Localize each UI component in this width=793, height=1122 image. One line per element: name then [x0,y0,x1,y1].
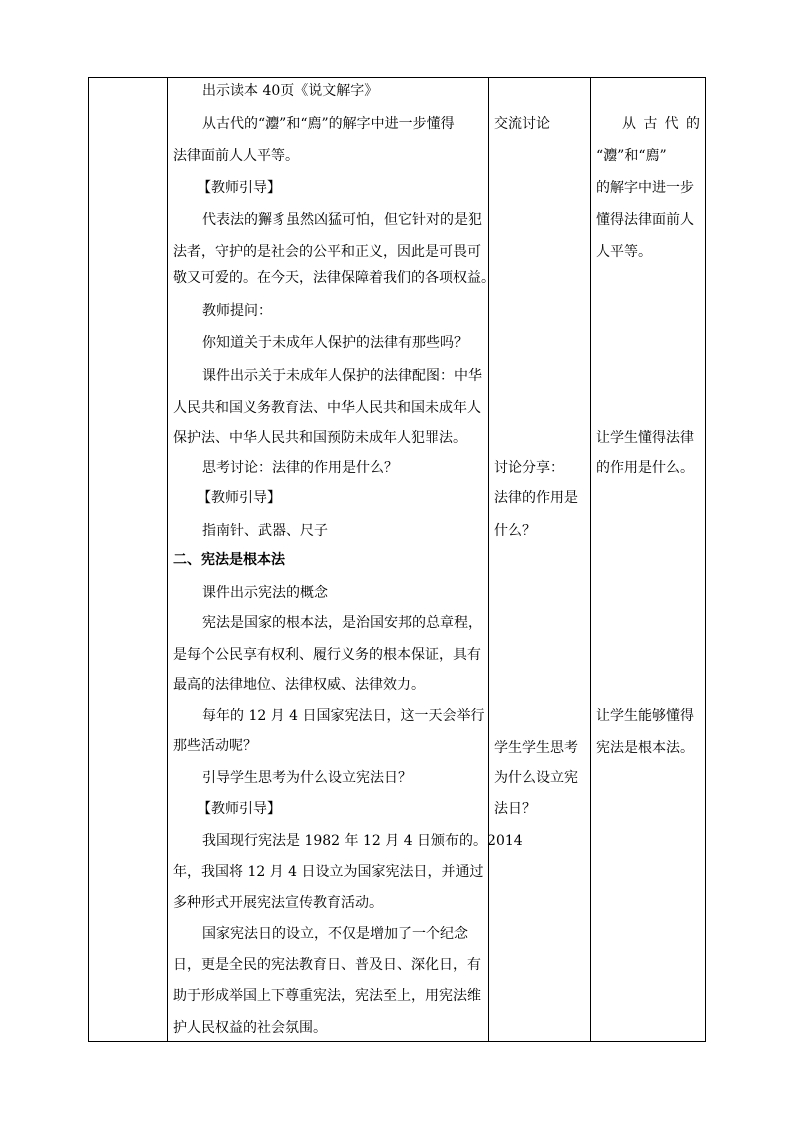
content-line: 课件出示关于未成年人保护的法律配图：中华 [202,368,482,384]
content-line: 【教师引导】 [197,490,281,506]
content-line: 从古代的“灋”和“廌”的解字中进一步懂得 [202,116,455,132]
activity-line: 交流讨论 [494,116,550,132]
content-line: 法律面前人人平等。 [173,148,299,164]
content-line: 我国现行宪法是 1982 年 12 月 4 日颁布的。2014 [202,833,523,849]
content-line: 指南针、武器、尺子 [202,523,328,539]
intent-line: 让学生能够懂得 [596,708,694,724]
content-line: 敬又可爱的。在今天，法律保障着我们的各项权益。 [173,270,495,286]
content-line: 日，更是全民的宪法教育日、普及日、深化日，有 [173,957,481,973]
content-line: 人民共和国义务教育法、中华人民共和国未成年人 [173,400,481,416]
content-line: 年，我国将 12 月 4 日设立为国家宪法日，并通过 [173,864,484,880]
intent-line: 从 古 代 的 [622,116,700,132]
content-line: 国家宪法日的设立，不仅是增加了一个纪念 [202,926,468,942]
content-line: 那些活动呢？ [173,738,257,754]
content-line: 保护法、中华人民共和国预防未成年人犯罪法。 [173,430,467,446]
content-line: 课件出示宪法的概念 [202,585,328,601]
activity-line: 什么？ [494,523,536,539]
intent-line: 懂得法律面前人 [596,212,694,228]
intent-line: “灋”和“廌” [596,148,667,164]
content-line: 最高的法律地位、法律权威、法律效力。 [173,677,425,693]
activity-line: 学生学生思考 [494,740,578,756]
content-line: 法者，守护的是社会的公平和正义，因此是可畏可 [173,244,481,260]
content-line: 代表法的獬豸虽然凶猛可怕，但它针对的是犯 [202,212,482,228]
section-heading: 二、宪法是根本法 [173,552,285,568]
lesson-table [88,77,706,1042]
content-line: 宪法是国家的根本法，是治国安邦的总章程， [202,615,482,631]
activity-line: 讨论分享： [494,460,564,476]
column-divider [167,78,168,1041]
activity-line: 为什么设立宪 [494,770,578,786]
content-line: 思考讨论：法律的作用是什么？ [202,460,398,476]
content-line: 是每个公民享有权利、履行义务的根本保证，具有 [173,647,481,663]
content-line: 助于形成举国上下尊重宪法，宪法至上，用宪法维 [173,988,481,1004]
column-divider [488,78,489,1041]
content-line: 每年的 12 月 4 日国家宪法日，这一天会举行 [202,708,485,724]
content-line: 多种形式开展宪法宣传教育活动。 [173,895,383,911]
intent-line: 的解字中进一步 [596,180,694,196]
intent-line: 让学生懂得法律 [596,430,694,446]
content-line: 引导学生思考为什么设立宪法日？ [202,770,412,786]
activity-line: 法日？ [494,801,536,817]
content-line: 教师提问： [202,303,272,319]
content-line: 你知道关于未成年人保护的法律有那些吗？ [202,335,468,351]
intent-line: 人平等。 [596,244,652,260]
content-line: 出示读本 40页《说文解字》 [202,83,379,99]
intent-line: 宪法是根本法。 [596,740,694,756]
intent-line: 的作用是什么。 [596,460,694,476]
column-divider [590,78,591,1041]
content-line: 【教师引导】 [197,801,281,817]
content-line: 【教师引导】 [197,180,281,196]
content-line: 护人民权益的社会氛围。 [173,1020,327,1036]
activity-line: 法律的作用是 [494,490,578,506]
